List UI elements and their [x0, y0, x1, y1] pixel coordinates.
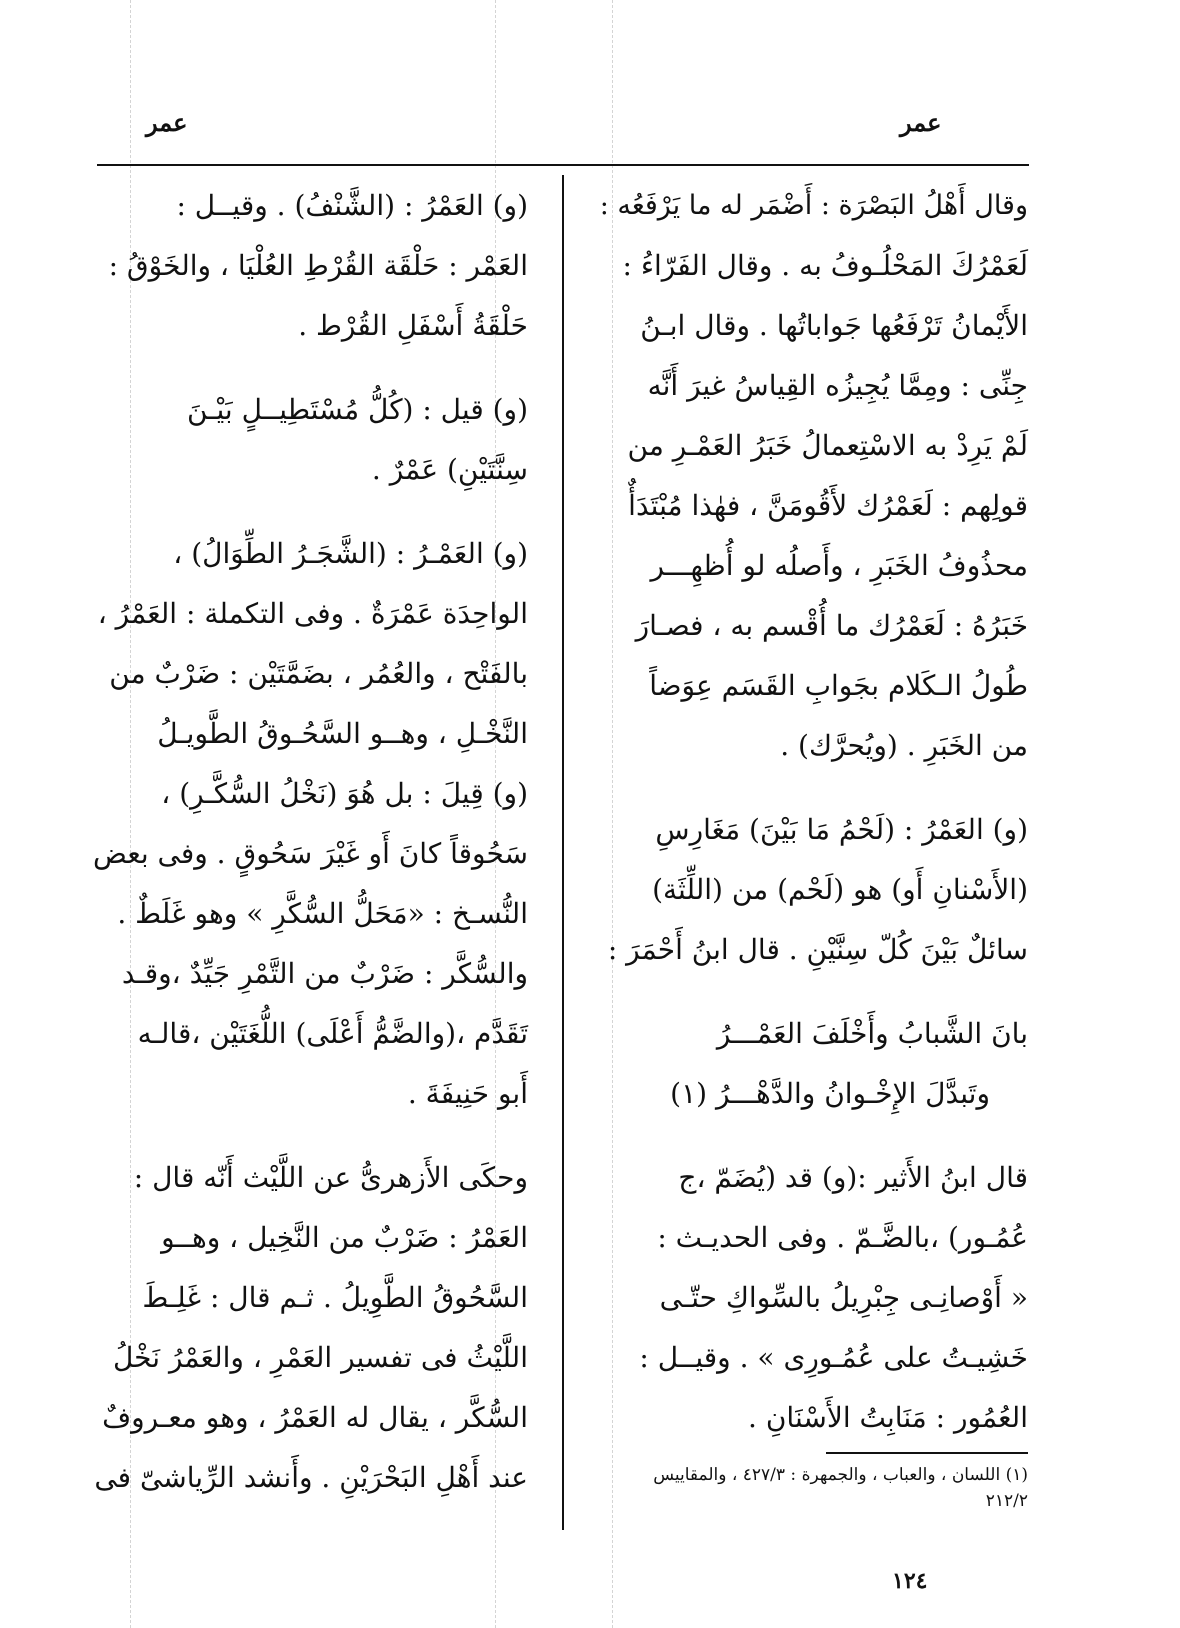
- entry-paragraph: [595, 800, 1028, 980]
- left-column: [82, 176, 528, 1532]
- text-line: (و) العَمْرُ : (لَحْمُ مَا بَيْنَ) مَغَارِسِ: [655, 813, 1028, 846]
- text-line: السَّحُوقُ الطَّوِيلُ . ثـم قال : غَلِـطَ: [142, 1281, 528, 1314]
- text-line: النُّسـخ : «مَحَلُّ السُّكَّرِ » وهو غَلَطٌ .: [117, 897, 528, 930]
- header-rule: [97, 164, 1029, 166]
- column-divider: [562, 175, 564, 1530]
- text-line: والسُّكَّر : ضَرْبٌ من التَّمْرِ جَيِّدٌ ،وقـد: [121, 957, 528, 990]
- text-line: عند أَهْلِ البَحْرَيْنِ . وأَنشد الرِّياشىّ فى: [94, 1461, 528, 1494]
- text-line: (و) العَمْرُ : (الشَّنْفُ) . وقيــل :: [176, 189, 528, 222]
- text-line: الواحِدَة عَمْرَةٌ . وفى التكملة : العَمْرُ ،: [97, 597, 528, 630]
- entry-paragraph: [82, 524, 528, 1124]
- text-line: « أَوْصانِـى جِبْرِيلُ بالسِّواكِ حتّـى: [659, 1281, 1028, 1314]
- header-left-word: عمر: [146, 108, 188, 137]
- text-line: (الأَسْنانِ أَو) هو (لَحْم) من (اللِّثَة): [652, 873, 1028, 906]
- text-line: سائلٌ بَيْنَ كُلّ سِنَّيْنِ . قال ابنُ أَحْمَرَ :: [607, 933, 1028, 966]
- text-line: الأَيْمانُ تَرْفَعُها جَواباتُها . وقال ابـنُ: [640, 309, 1028, 342]
- text-line: (و) العَمْـرُ : (الشَّجَـرُ الطِّوَالُ) ،: [173, 537, 528, 570]
- text-line: العَمْرُ : ضَرْبٌ من النَّخِيل ، وهــو: [161, 1221, 528, 1254]
- text-line: سِنَّتَيْنِ) عَمْرٌ .: [371, 453, 528, 486]
- text-line: تَقَدَّم ،(والضَّمُّ أَعْلَى) اللُّغَتَيْن ،قالـه: [137, 1017, 528, 1050]
- entry-paragraph: [595, 176, 1028, 776]
- text-line: أَبو حَنِيفَةَ .: [407, 1077, 528, 1110]
- text-line: محذُوفُ الخَبَرِ ، وأَصلُه لو أُظهِـــر: [650, 549, 1028, 582]
- text-line: العُمُور : مَنَابِتُ الأَسْنَانِ .: [748, 1401, 1028, 1434]
- text-line: خَشِيـتُ على عُمُـورِى » . وقيــل :: [639, 1341, 1028, 1374]
- footnote-line: ٢١٢/٢: [985, 1491, 1028, 1511]
- entry-paragraph: [595, 1148, 1028, 1448]
- poetry-verse: [595, 1004, 1028, 1124]
- text-line: النَّخْـلِ ، وهــو السَّحُـوقُ الطَّويـلُ: [157, 717, 528, 750]
- footnote: [595, 1462, 1028, 1514]
- text-line: لَمْ يَرِدْ به الاسْتِعمالُ خَبَرُ العَمْـرِ من: [627, 429, 1028, 462]
- text-line: العَمْر : حَلْقَة القُرْطِ العُلْيَا ، والخَوْقُ :: [108, 249, 528, 282]
- verse-line: وتَبدَّلَ الإِخْـوانُ والدَّهْـــرُ (١): [670, 1077, 990, 1110]
- page-number: ١٢٤: [892, 1568, 928, 1594]
- header-right-word: عمر: [900, 108, 942, 137]
- text-line: قال ابنُ الأَثير :(و) قد (يُضَمّ ،ج: [678, 1161, 1028, 1194]
- text-line: سَحُوقاً كانَ أَو غَيْرَ سَحُوقٍ . وفى بعض: [93, 837, 528, 870]
- footnote-rule: [826, 1452, 1028, 1454]
- text-line: (و) قِيلَ : بل هُوَ (نَخْلُ السُّكَّـرِ) ،: [161, 777, 528, 810]
- text-line: وحكَى الأَزهرىُّ عن اللَّيْث أَنّه قال :: [133, 1161, 528, 1194]
- text-line: وقال أَهْلُ البَصْرَة : أَضْمَر له ما يَرْفَعُه :: [599, 190, 1028, 221]
- entry-paragraph: [82, 176, 528, 356]
- text-line: حَلْقَةُ أَسْفَلِ القُرْط .: [298, 309, 528, 342]
- text-line: عُمُـور) ،بالضَّـمّ . وفى الحديـث :: [657, 1221, 1028, 1254]
- text-line: اللَّيْثُ فى تفسير العَمْرِ ، والعَمْرُ نَخْلُ: [112, 1341, 528, 1374]
- text-line: السُّكَّر ، يقال له العَمْرُ ، وهو معـروفٌ: [102, 1401, 528, 1434]
- text-line: لَعَمْرُكَ المَحْلُـوفُ به . وقال الفَرّاءُ :: [622, 249, 1028, 282]
- text-line: خَبَرُهُ : لَعَمْرُك ما أُقْسم به ، فصـارَ: [635, 609, 1028, 642]
- right-column: [595, 176, 1028, 1472]
- footnote-line: (١) اللسان ، والعباب ، والجمهرة : ٤٢٧/٣ ، والمقاييس: [653, 1465, 1028, 1485]
- text-line: قولِهم : لَعَمْرُك لأَقُومَنَّ ، فهٰذا مُبْتَدَأٌ: [628, 489, 1028, 522]
- text-line: طُولُ الـكَلام بجَوابِ القَسَم عِوَضاً: [649, 669, 1028, 702]
- verse-line: بانَ الشَّبابُ وأَخْلَفَ العَمْـــرُ: [716, 1017, 1028, 1050]
- text-line: من الخَبَرِ . (ويُحرَّك) .: [780, 729, 1028, 762]
- text-line: جِنِّى : ومِمَّا يُجِيزُه القِياسُ غيرَ أَنَّه: [647, 369, 1028, 402]
- entry-paragraph: [82, 1148, 528, 1508]
- text-line: بالفَتْح ، والعُمُر ، بضَمَّتَيْن : ضَرْبٌ من: [109, 657, 528, 690]
- entry-paragraph: [82, 380, 528, 500]
- text-line: (و) قيل : (كُلُّ مُسْتَطِيــلٍ بَيْـنَ: [186, 393, 528, 426]
